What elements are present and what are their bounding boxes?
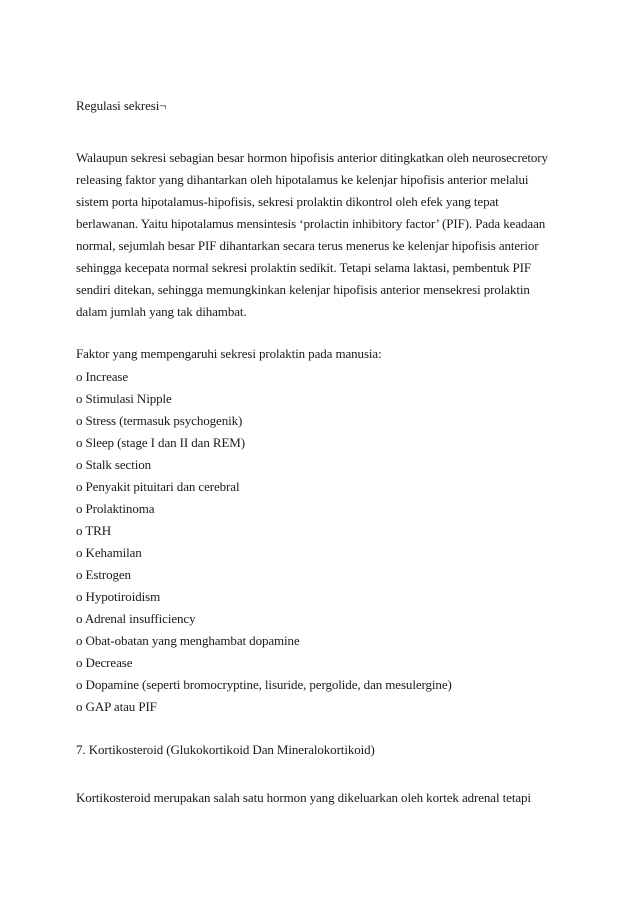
paragraph-line: normal, sejumlah besar PIF dihantarkan secara terus menerus ke kelenjar hipofisis anterior (76, 238, 539, 253)
list-item: o Dopamine (seperti bromocryptine, lisuride, pergolide, dan mesulergine) (76, 677, 452, 692)
list-item: o Penyakit pituitari dan cerebral (76, 479, 240, 494)
list-item: o Estrogen (76, 567, 131, 582)
paragraph-line: berlawanan. Yaitu hipotalamus mensintesis ‘prolactin inhibitory factor’ (PIF). Pada keadaan (76, 216, 546, 231)
paragraph-line: sehingga kecepata normal sekresi prolaktin sedikit. Tetapi selama laktasi, pembentuk PIF (76, 260, 532, 275)
list-item: o Adrenal insufficiency (76, 611, 196, 626)
list-item: o Sleep (stage I dan II dan REM) (76, 435, 245, 450)
list-item: o GAP atau PIF (76, 699, 157, 714)
factors-intro: Faktor yang mempengaruhi sekresi prolaktin pada manusia: (76, 346, 382, 361)
paragraph-line: dalam jumlah yang tak dihambat. (76, 304, 247, 319)
list-item: o Decrease (76, 655, 133, 670)
list-item: o Stalk section (76, 457, 152, 472)
list-item: o Increase (76, 369, 129, 384)
paragraph-line: Kortikosteroid merupakan salah satu hormon yang dikeluarkan oleh kortek adrenal tetapi (76, 790, 531, 805)
list-item: o Obat-obatan yang menghambat dopamine (76, 633, 300, 648)
list-item: o Stimulasi Nipple (76, 391, 172, 406)
list-item: o Kehamilan (76, 545, 142, 560)
paragraph-line: sendiri ditekan, sehingga memungkinkan kelenjar hipofisis anterior mensekresi prolaktin (76, 282, 530, 297)
list-item: o TRH (76, 523, 112, 538)
paragraph-line: releasing faktor yang dihantarkan oleh hipotalamus ke kelenjar hipofisis anterior melalui (76, 172, 529, 187)
paragraph-line: sistem porta hipotalamus-hipofisis, sekresi prolaktin dikontrol oleh efek yang tepat (76, 194, 499, 209)
list-item: o Stress (termasuk psychogenik) (76, 413, 243, 428)
section-heading-regulasi: Regulasi sekresi¬ (76, 98, 167, 113)
list-item: o Prolaktinoma (76, 501, 155, 516)
paragraph-line: Walaupun sekresi sebagian besar hormon hipofisis anterior ditingkatkan oleh neurosecretory (76, 150, 548, 165)
list-item: o Hypotiroidism (76, 589, 161, 604)
section-heading-kortikosteroid: 7. Kortikosteroid (Glukokortikoid Dan Mineralokortikoid) (76, 742, 375, 757)
